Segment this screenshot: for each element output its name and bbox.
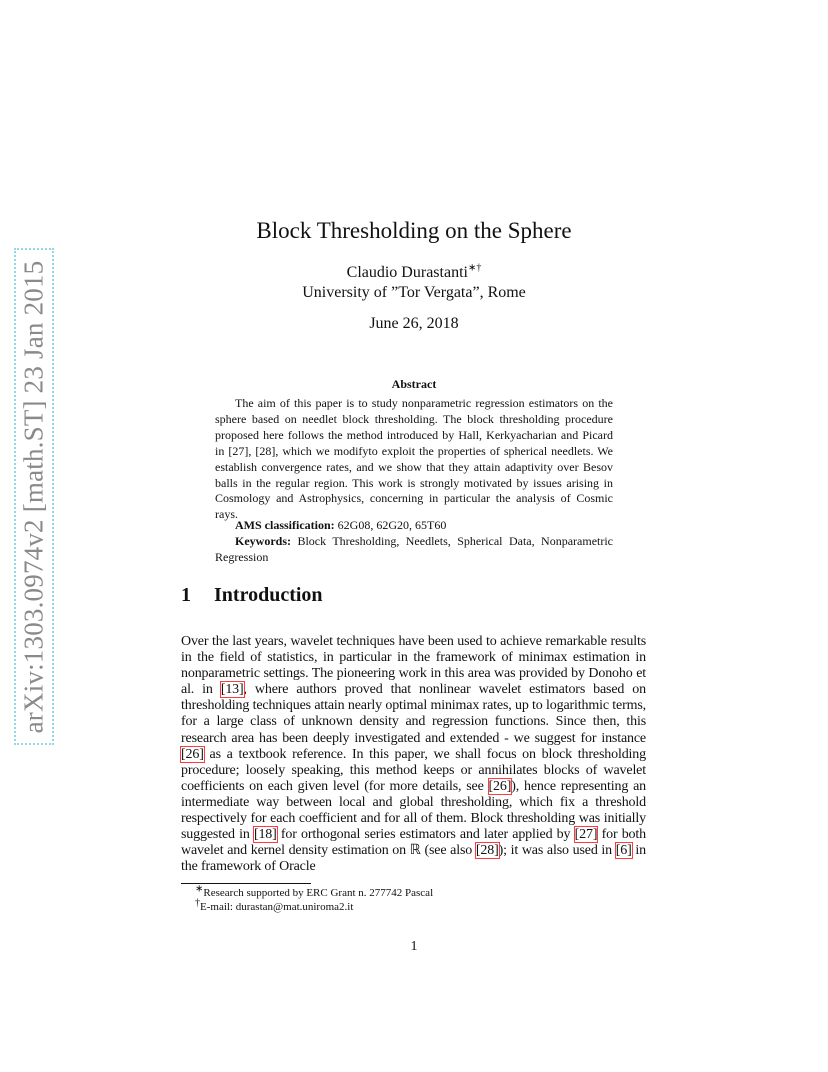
intro-text: in the framework of Oracle xyxy=(181,843,646,875)
intro-text: ); it was also used in xyxy=(498,843,616,859)
arxiv-identifier: arXiv:1303.0974v2 [math.ST] 23 Jan 2015 xyxy=(18,260,49,733)
footnote-funding xyxy=(195,883,434,899)
introduction-paragraph xyxy=(181,634,646,875)
citation-link[interactable]: [26] xyxy=(488,778,512,794)
section-title: Introduction xyxy=(214,584,323,606)
footnote-text: Research supported by ERC Grant n. 277742 Pascal xyxy=(203,887,434,899)
ams-classification xyxy=(215,518,613,534)
author-footnote-marks[interactable]: ∗† xyxy=(467,262,482,274)
page-number: 1 xyxy=(410,939,418,954)
intro-text: ), hence representing an intermediate way between local and global thresholding, which fix a threshold respectively for each coefficient and for all of them. Block thresholding was initially suggested in xyxy=(181,778,646,843)
abstract-heading: Abstract xyxy=(391,377,437,391)
footnote-mark: † xyxy=(195,897,200,909)
intro-text: as a textbook reference. In this paper, we shall focus on block thresholding procedure; loosely speaking, this method keeps or annihilates blocks of wavelet coefficients on each given level (for more details, see xyxy=(181,746,646,794)
keywords-label: Keywords: xyxy=(235,534,291,548)
keywords-value: Block Thresholding, Needlets, Spherical Data, Nonparametric Regression xyxy=(215,534,614,564)
intro-text: Over the last years, wavelet techniques have been used to achieve remarkable results in the field of statistics, in particular in the framework of minimax estimation in nonparametric settings. The pioneering work in this area was provided by Donoho et al. in xyxy=(181,634,646,698)
citation-link[interactable]: [18] xyxy=(253,827,277,843)
section-heading xyxy=(181,584,323,607)
citation-link[interactable]: [6] xyxy=(615,843,632,859)
footnote-mark: ∗ xyxy=(195,883,204,895)
ams-value: 62G08, 62G20, 65T60 xyxy=(337,518,447,532)
intro-text: for both wavelet and kernel density estimation on ℝ (see also xyxy=(181,827,646,859)
paper-date: June 26, 2018 xyxy=(369,315,459,332)
footnote-email xyxy=(195,897,354,913)
citation-link[interactable]: [13] xyxy=(220,682,244,698)
intro-text: , where authors proved that nonlinear wavelet estimators based on thresholding techniques attain nearly optimal minimax rates, up to logarithmic terms, for a large class of unknown density and regression functions. Since then, this research area has been deeply investigated and extended - we suggest for instance xyxy=(181,682,646,746)
paper-title: Block Thresholding on the Sphere xyxy=(256,218,572,243)
citation-link[interactable]: [28] xyxy=(475,843,499,859)
section-number: 1 xyxy=(181,584,191,606)
ams-label: AMS classification: xyxy=(235,518,335,532)
footnote-text: E-mail: durastan@mat.uniroma2.it xyxy=(200,901,354,913)
intro-text: for orthogonal series estimators and later applied by xyxy=(276,827,575,843)
author-line xyxy=(0,264,828,282)
citation-link[interactable]: [27] xyxy=(574,827,598,843)
abstract-text: The aim of this paper is to study nonparametric regression estimators on the sphere based on needlet block thresholding. The block thresholding procedure proposed here follows the method introduced by Hall, Kerkyacharian and Picard in [27], [28], which we modifyto exploit the properties of spherical needlets. We establish convergence rates, and we show that they attain adaptivity over Besov balls in the regular region. This work is strongly motivated by issues arising in Cosmology and Astrophysics, concerning in particular the analysis of Cosmic rays. xyxy=(215,396,613,522)
author-name: Claudio Durastanti xyxy=(346,264,468,281)
keywords xyxy=(215,534,613,566)
author-affiliation: University of ”Tor Vergata”, Rome xyxy=(302,284,526,301)
citation-link[interactable]: [26] xyxy=(181,746,204,762)
